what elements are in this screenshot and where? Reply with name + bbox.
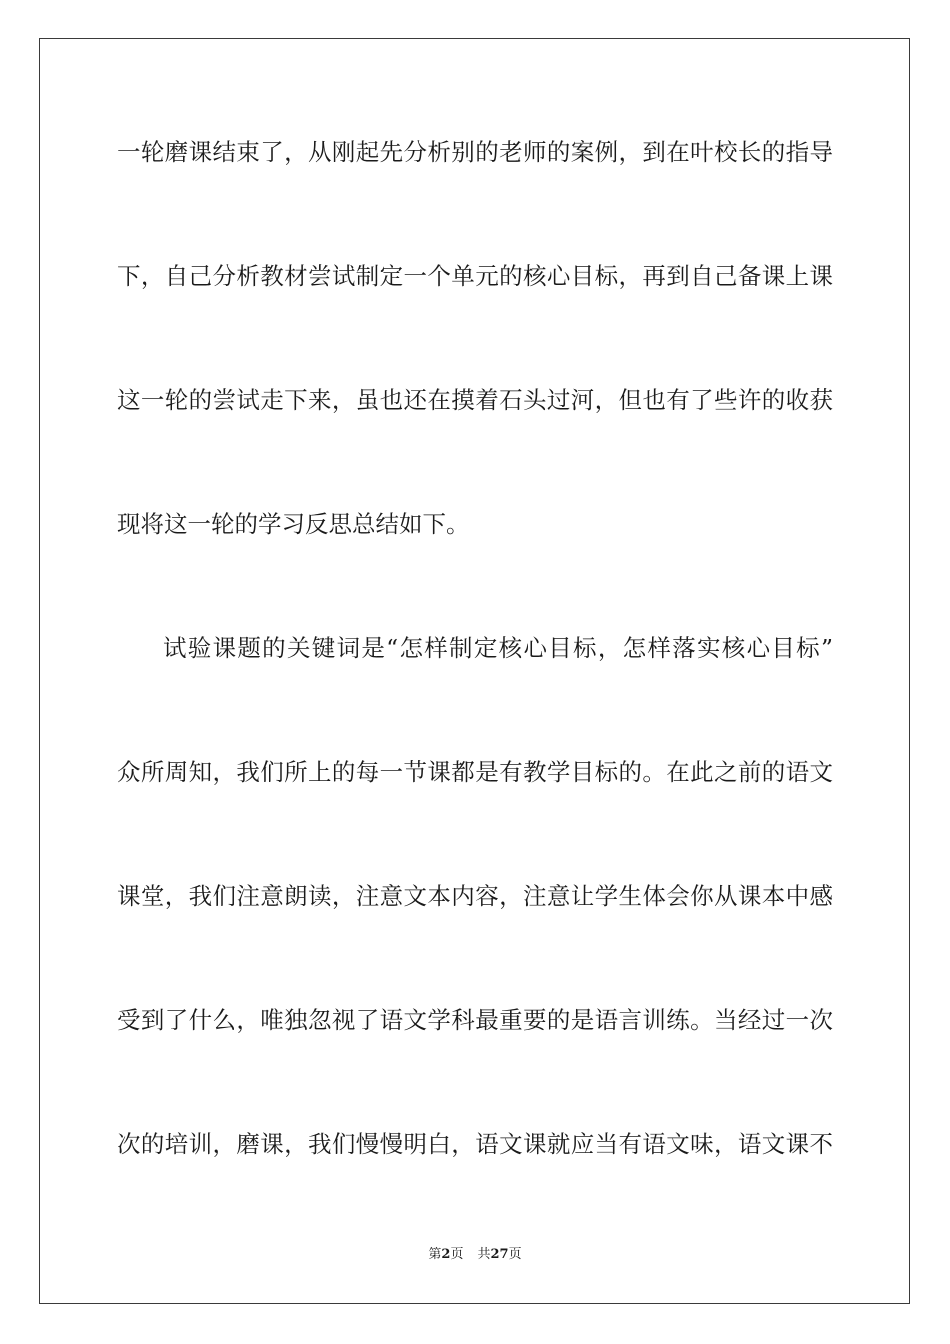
footer-total-pages: 27 [490, 1247, 509, 1262]
footer-page-prefix: 第 [428, 1247, 442, 1262]
page-footer [0, 1246, 950, 1264]
body-text-line-1: 一轮磨课结束了，从刚起先分析别的老师的案例，到在叶校长的指导 [117, 138, 833, 166]
footer-page-suffix: 页 [450, 1247, 464, 1262]
footer-total-prefix: 共 [477, 1247, 491, 1262]
body-text-line-8: 受到了什么，唯独忽视了语文学科最重要的是语言训练。当经过一次 [117, 1006, 833, 1034]
body-text-line-3: 这一轮的尝试走下来，虽也还在摸着石头过河，但也有了些许的收获 [117, 386, 833, 414]
body-text-line-9: 次的培训，磨课，我们慢慢明白，语文课就应当有语文味，语文课不 [117, 1130, 833, 1158]
body-text-line-7: 课堂，我们注意朗读，注意文本内容，注意让学生体会你从课本中感 [117, 882, 833, 910]
footer-page-number: 2 [441, 1247, 451, 1262]
body-text-line-6: 众所周知，我们所上的每一节课都是有教学目标的。在此之前的语文 [117, 758, 833, 786]
body-text-line-5: 试验课题的关键词是“怎样制定核心目标，怎样落实核心目标” [163, 634, 833, 662]
page-border [39, 38, 910, 1304]
footer-total-suffix: 页 [508, 1247, 522, 1262]
body-text-line-4: 现将这一轮的学习反思总结如下。 [117, 510, 470, 538]
body-text-line-2: 下，自己分析教材尝试制定一个单元的核心目标，再到自己备课上课 [117, 262, 833, 290]
